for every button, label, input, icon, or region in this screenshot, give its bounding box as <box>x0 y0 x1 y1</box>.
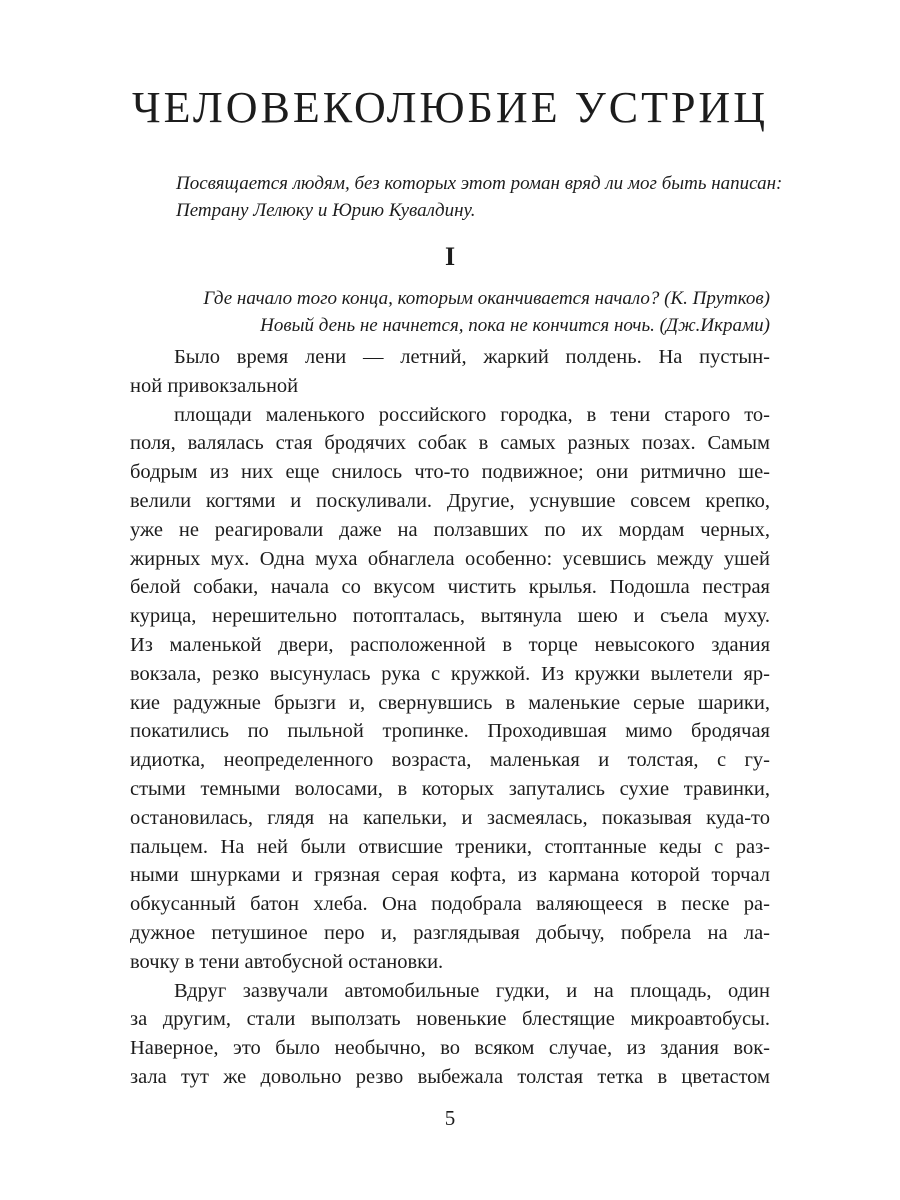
text-line: дужное петушиное перо и, разглядывая добычу, побрела на ла- <box>130 921 770 944</box>
text-line: белой собаки, начала со вкусом чистить крылья. Подошла пестрая <box>130 576 770 599</box>
text-line: Наверное, это было необычно, во всяком случае, из здания вок- <box>130 1037 770 1060</box>
text-line: Из маленькой двери, расположенной в торце невысокого здания <box>130 633 770 656</box>
book-title: ЧЕЛОВЕКОЛЮБИЕ УСТРИЦ <box>132 83 768 132</box>
dedication <box>176 170 783 224</box>
paragraph-1 <box>130 343 770 977</box>
text-line: обкусанный батон хлеба. Она подобрала валяющееся в песке ра- <box>130 893 770 916</box>
chapter-number: I <box>444 242 456 271</box>
text-line: вочку в тени автобусной остановки. <box>130 950 444 973</box>
body-text <box>130 343 770 1092</box>
page-number: 5 <box>444 1106 456 1130</box>
text-line: стыми темными волосами, в которых запутались сухие травинки, <box>130 777 770 800</box>
text-line: зала тут же довольно резво выбежала толстая тетка в цветастом <box>130 1065 770 1088</box>
text-line: Было время лени — летний, жаркий полдень. На пустын- <box>174 346 770 368</box>
text-line: кие радужные брызги и, свернувшись в маленькие серые шарики, <box>130 691 770 714</box>
text-line: за другим, стали выползать новенькие блестящие микроавтобусы. <box>130 1008 770 1031</box>
text-line: идиотка, неопределенного возраста, маленькая и толстая, с гу- <box>130 749 770 772</box>
text-line: ной привокзальной <box>130 374 299 397</box>
dedication-line: Посвящается людям, без которых этот роман вряд ли мог быть написан: <box>176 173 783 194</box>
text-line: ными шнурками и грязная серая кофта, из кармана которой торчал <box>130 864 770 887</box>
text-line: пальцем. На ней были отвисшие треники, стоптанные кеды с раз- <box>130 835 770 858</box>
text-line: покатились по пыльной тропинке. Проходившая мимо бродячая <box>130 720 770 743</box>
text-line: велили когтями и поскуливали. Другие, уснувшие совсем крепко, <box>130 489 770 512</box>
text-line: уже не реагировали даже на ползавших по их мордам черных, <box>130 518 770 541</box>
text-line: жирных мух. Одна муха обнаглела особенно: усевшись между ушей <box>130 547 770 570</box>
book-page <box>130 0 783 1200</box>
text-line: остановилась, глядя на капельки, и засмеялась, показывая куда-то <box>130 806 770 829</box>
text-line: поля, валялась стая бродячих собак в самых разных позах. Самым <box>130 432 770 455</box>
epigraph-line: Новый день не начнется, пока не кончится ночь. (Дж.Икрами) <box>260 315 770 336</box>
epigraph-line: Где начало того конца, которым оканчивается начало? (К. Прутков) <box>203 288 770 309</box>
text-line: вокзала, резко высунулась рука с кружкой. Из кружки вылетели яр- <box>130 662 770 685</box>
epigraph <box>130 285 770 339</box>
text-line: площади маленького российского городка, в тени старого то- <box>174 403 770 426</box>
dedication-line: Петрану Лелюку и Юрию Кувалдину. <box>176 200 476 221</box>
text-line: курица, нерешительно потопталась, вытянула шею и съела муху. <box>130 605 770 628</box>
text-line: Вдруг зазвучали автомобильные гудки, и на площадь, один <box>174 979 770 1002</box>
paragraph-2 <box>130 977 770 1092</box>
text-line: бодрым из них еще снилось что-то подвижное; они ритмично ше- <box>130 461 770 484</box>
